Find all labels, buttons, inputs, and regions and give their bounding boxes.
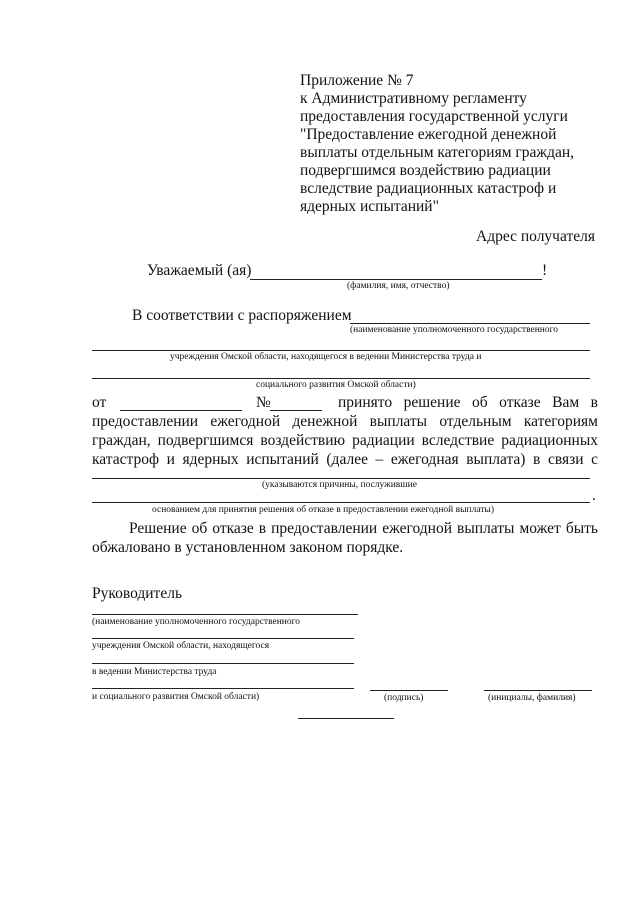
decision-from: от [92,394,107,411]
signer-field-line-2[interactable] [92,638,354,639]
authority-field-line-1[interactable] [350,323,590,324]
reasons-hint: (указываются причины, послужившие [262,480,417,490]
decision-line-4: катастроф и ядерных испытаний (далее – ежегодная выплата) в связи с [92,451,598,468]
decision-line-2: предоставлении ежегодной денежной выплаты отдельным категориям [92,413,598,430]
basis-field-line[interactable] [92,502,590,503]
authority-field-line-2[interactable] [92,350,590,351]
signer-field-line-4[interactable] [92,688,354,689]
greeting-label: Уважаемый (ая) [147,262,252,279]
fio-field-line[interactable] [250,279,542,280]
signature-field-line[interactable] [370,690,448,691]
signer-hint-4: и социального развития Омской области) [92,692,260,702]
decision-number-line[interactable] [270,410,322,411]
appendix-line-4: "Предоставление ежегодной денежной [300,126,557,143]
authority-hint-2: учреждения Омской области, находящегося в ведении Министерства труда и [170,352,482,362]
signer-field-line-3[interactable] [92,663,354,664]
signature-head: Руководитель [92,585,183,602]
basis-dot: . [592,487,596,504]
date-field-line[interactable] [298,718,394,719]
decision-line-3: граждан, подвергшимся воздействию радиации вследствие радиационных [92,432,598,449]
signer-field-line-1[interactable] [92,614,358,615]
appendix-line-5: выплаты отдельным категориям граждан, [300,144,575,161]
basis-hint: основанием для принятия решения об отказе в предоставлении ежегодной выплаты) [152,505,494,515]
appeal-line-2: обжаловано в установленном законом порядке. [92,539,404,556]
signer-hint-1: (наименование уполномоченного государственного [92,617,301,627]
authority-field-line-3[interactable] [92,378,590,379]
appendix-line-7: вследствие радиационных катастроф и [300,180,557,197]
appendix-line-3: предоставления государственной услуги [300,108,568,125]
appeal-line-1: Решение об отказе в предоставлении ежегодной выплаты может быть [129,520,598,537]
appendix-line-6: подвергшимся воздействию радиации [300,162,551,179]
order-intro: В соответствии с распоряжением [132,307,352,324]
signer-hint-2: учреждения Омской области, находящегося [92,641,270,651]
fio-hint: (фамилия, имя, отчество) [347,281,450,291]
authority-hint-1: (наименование уполномоченного государственного [350,325,559,335]
decision-date-line[interactable] [120,410,242,411]
decision-number-sign: № [256,394,271,411]
recipient-address: Адрес получателя [476,228,595,245]
authority-hint-3: социального развития Омской области) [256,380,416,390]
appendix-line-8: ядерных испытаний" [300,198,439,215]
signer-hint-3: в ведении Министерства труда [92,667,217,677]
reasons-field-line[interactable] [92,478,590,479]
appendix-line-1: Приложение № 7 [300,72,414,89]
name-hint: (инициалы, фамилия) [488,693,576,703]
signature-hint: (подпись) [384,693,424,703]
appendix-line-2: к Административному регламенту [300,90,527,107]
name-field-line[interactable] [484,690,592,691]
decision-made: принято решение об отказе Вам в [338,394,598,411]
greeting-exclamation: ! [542,262,548,279]
